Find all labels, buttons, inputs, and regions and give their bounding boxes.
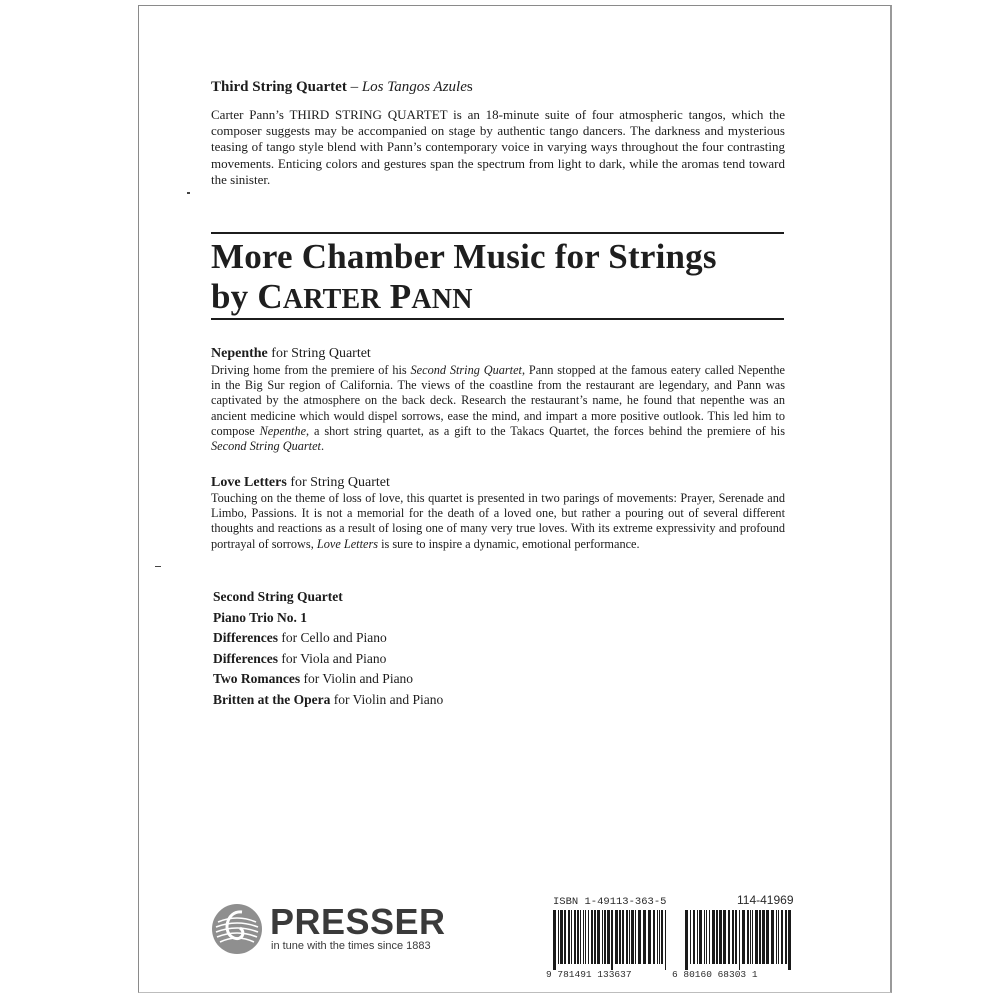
- nepenthe-title: [211, 346, 371, 362]
- barcode-bar: [759, 910, 761, 964]
- barcode-bar: [553, 910, 556, 970]
- title-separator: –: [346, 79, 362, 95]
- third-quartet-subtitle-italic: Los Tangos Azule: [361, 79, 467, 95]
- third-quartet-title-bold: Third String Quartet: [211, 79, 347, 95]
- barcode-bar: [558, 910, 559, 964]
- heading-by: by: [211, 277, 258, 316]
- barcode-bar: [597, 910, 600, 964]
- page-speck: [155, 566, 161, 567]
- isbn-barcode-digits: 9 781491 133637: [546, 969, 632, 980]
- barcode-bar: [564, 910, 566, 964]
- barcode-bar: [594, 910, 596, 964]
- heading-initial-c: C: [257, 277, 283, 316]
- work-detail: for Cello and Piano: [277, 630, 387, 646]
- third-quartet-subtitle-tail: s: [466, 79, 473, 95]
- barcode-bar: [719, 910, 722, 964]
- barcode-bar: [622, 910, 624, 964]
- barcode-bar: [659, 910, 660, 964]
- barcode-bar: [638, 910, 641, 964]
- love-letters-text-1: Touching on the theme of loss of love, this quartet is presented in two parings of movements: Prayer, Serenade and Limbo, Passions. It is not a memorial for the death of a loved one, but rather a pouring out of several different thoughts and reactions as a result of losing one of many very true loves. With its extreme expressivity and profound portrayal of sorrows,: [211, 491, 785, 551]
- barcode-bar: [732, 910, 734, 964]
- third-quartet-description: Carter Pann’s THIRD STRING QUARTET is an 18-minute suite of four atmospheric tangos, which the composer suggests may be accompanied on stage by authentic tango dancers. The darkness and mysterious teasing of tango style blend with Pann’s contemporary voice in varying ways throughout the four contrasting movements. Enticing colors and gestures span the spectrum from light to dark, while the aromas tend toward the sinister.: [211, 107, 785, 187]
- barcode-bar: [785, 910, 787, 964]
- barcode-bar: [747, 910, 749, 964]
- barcode-bar: [568, 910, 570, 964]
- love-letters-title-bold: Love Letters: [211, 475, 287, 490]
- work-detail: for Violin and Piano: [330, 691, 444, 707]
- barcode-bar: [693, 910, 695, 964]
- barcode-bar: [585, 910, 586, 964]
- barcode-bar: [709, 910, 710, 964]
- barcode-bar: [648, 910, 651, 964]
- upc-barcode-bars: [683, 910, 795, 970]
- upc-barcode: [683, 910, 795, 970]
- nepenthe-title-bold: Nepenthe: [211, 346, 268, 361]
- barcode-bar: [712, 910, 715, 964]
- work-title: Two Romances: [213, 671, 301, 687]
- nepenthe-italic-2: Nepenthe: [259, 423, 307, 438]
- isbn-barcode-bars: [551, 910, 669, 970]
- barcode-bar: [657, 910, 658, 964]
- barcode-bar: [607, 910, 610, 964]
- work-title: Differences: [213, 630, 278, 646]
- barcode-bar: [619, 910, 621, 964]
- nepenthe-text-1: Driving home from the premiere of his: [211, 363, 411, 377]
- work-title: Britten at the Opera: [213, 691, 331, 707]
- barcode-bar: [771, 910, 774, 964]
- barcode-bar: [788, 910, 791, 970]
- barcode-bar: [580, 910, 581, 964]
- barcode-bar: [778, 910, 779, 964]
- barcode-bar: [588, 910, 589, 964]
- upc-barcode-digits: 6 80160 68303 1: [672, 969, 758, 980]
- heading-initial-p: P: [389, 277, 412, 316]
- work-title: Piano Trio No. 1: [213, 609, 308, 625]
- heading-line-2: [211, 277, 717, 320]
- barcode-bar: [735, 910, 737, 964]
- barcode-bar: [697, 910, 698, 964]
- publisher-name: PRESSER: [270, 901, 446, 942]
- nepenthe-text-3: , a short string quartet, as a gift to the Takacs Quartet, the forces behind the premiere of his: [306, 423, 785, 438]
- work-detail: for Viola and Piano: [277, 650, 387, 666]
- barcode-bar: [750, 910, 751, 964]
- barcode-bar: [583, 910, 584, 964]
- barcode-bar: [577, 910, 579, 964]
- nepenthe-description: [211, 363, 785, 454]
- barcode-bar: [626, 910, 628, 964]
- barcode-bar: [629, 910, 630, 964]
- work-title: Second String Quartet: [213, 589, 343, 604]
- love-letters-text-2: is sure to inspire a dynamic, emotional performance.: [378, 536, 640, 551]
- barcode-bar: [742, 910, 745, 964]
- nepenthe-subtitle: for String Quartet: [267, 346, 371, 361]
- love-letters-subtitle: for String Quartet: [286, 475, 390, 490]
- barcode-bar: [560, 910, 563, 964]
- love-letters-description: [211, 491, 785, 552]
- work-detail: for Violin and Piano: [300, 671, 414, 687]
- barcode-bar: [723, 910, 726, 964]
- third-quartet-title: [211, 79, 473, 96]
- heading-arter: ARTER: [282, 284, 381, 315]
- barcode-bar: [661, 910, 663, 964]
- isbn-label: ISBN 1-49113-363-5: [553, 896, 667, 908]
- catalog-number: 114-41969: [737, 893, 794, 907]
- love-letters-title: [211, 475, 390, 491]
- barcode-bar: [685, 910, 688, 970]
- heading-bottom-rule: [211, 318, 784, 320]
- works-list-item: [213, 628, 443, 649]
- barcode-bar: [766, 910, 769, 964]
- nepenthe-italic-3: Second String Quartet: [211, 439, 321, 454]
- love-letters-italic: Love Letters: [316, 536, 379, 551]
- barcode-bar: [665, 910, 666, 970]
- barcode-bar: [728, 910, 730, 964]
- barcode-bar: [716, 910, 718, 964]
- barcode-bar: [602, 910, 603, 964]
- barcode-bar: [755, 910, 758, 964]
- barcode-bar: [643, 910, 646, 964]
- heading-ann: ANN: [411, 284, 473, 315]
- barcode-bar: [776, 910, 777, 964]
- barcode-bar: [571, 910, 572, 964]
- section-heading: [211, 237, 717, 320]
- logo-staff-lines-icon: [212, 904, 262, 954]
- presser-music-staff-logo-icon: [212, 904, 262, 954]
- barcode-bar: [635, 910, 636, 964]
- works-list-item: [213, 587, 443, 608]
- heading-line-1: More Chamber Music for Strings: [211, 237, 717, 276]
- barcode-bar: [699, 910, 702, 964]
- barcode-bar: [739, 910, 740, 970]
- barcode-bar: [604, 910, 606, 964]
- works-list-item: [213, 669, 443, 690]
- nepenthe-text-2: , Pann stopped at the famous eatery called Nepenthe in the Big Sur region of California. The views of the coastline from the restaurant are legendary, and Pann was captivated by the atmosphere on the back deck. Research the restaurant’s name, he found that nepenthe was an ancient medicine which would dispel sorrows, ease the mind, and impart a more positive outlook. This led him to compose: [211, 363, 786, 438]
- heading-top-rule: [211, 232, 784, 234]
- barcode-bar: [615, 910, 618, 964]
- works-list-item: [213, 608, 443, 629]
- works-list-item: [213, 649, 443, 670]
- barcode-bar: [653, 910, 655, 964]
- barcode-bar: [762, 910, 765, 964]
- nepenthe-text-4: .: [320, 439, 325, 454]
- barcode-bar: [781, 910, 783, 964]
- barcode-bar: [690, 910, 691, 964]
- barcode-bar: [611, 910, 613, 970]
- barcode-bar: [574, 910, 576, 964]
- isbn-barcode: [551, 910, 669, 970]
- barcode-bar: [752, 910, 753, 964]
- heading-space: [381, 277, 390, 316]
- works-list: [213, 587, 443, 711]
- work-title: Differences: [213, 650, 278, 666]
- page-speck: [187, 192, 190, 194]
- barcode-bar: [631, 910, 634, 964]
- nepenthe-italic-1: Second String Quartet: [410, 363, 522, 377]
- barcode-bar: [591, 910, 593, 964]
- publisher-tagline: in tune with the times since 1883: [271, 940, 431, 952]
- barcode-bar: [704, 910, 705, 964]
- works-list-item: [213, 690, 443, 711]
- barcode-bar: [706, 910, 707, 964]
